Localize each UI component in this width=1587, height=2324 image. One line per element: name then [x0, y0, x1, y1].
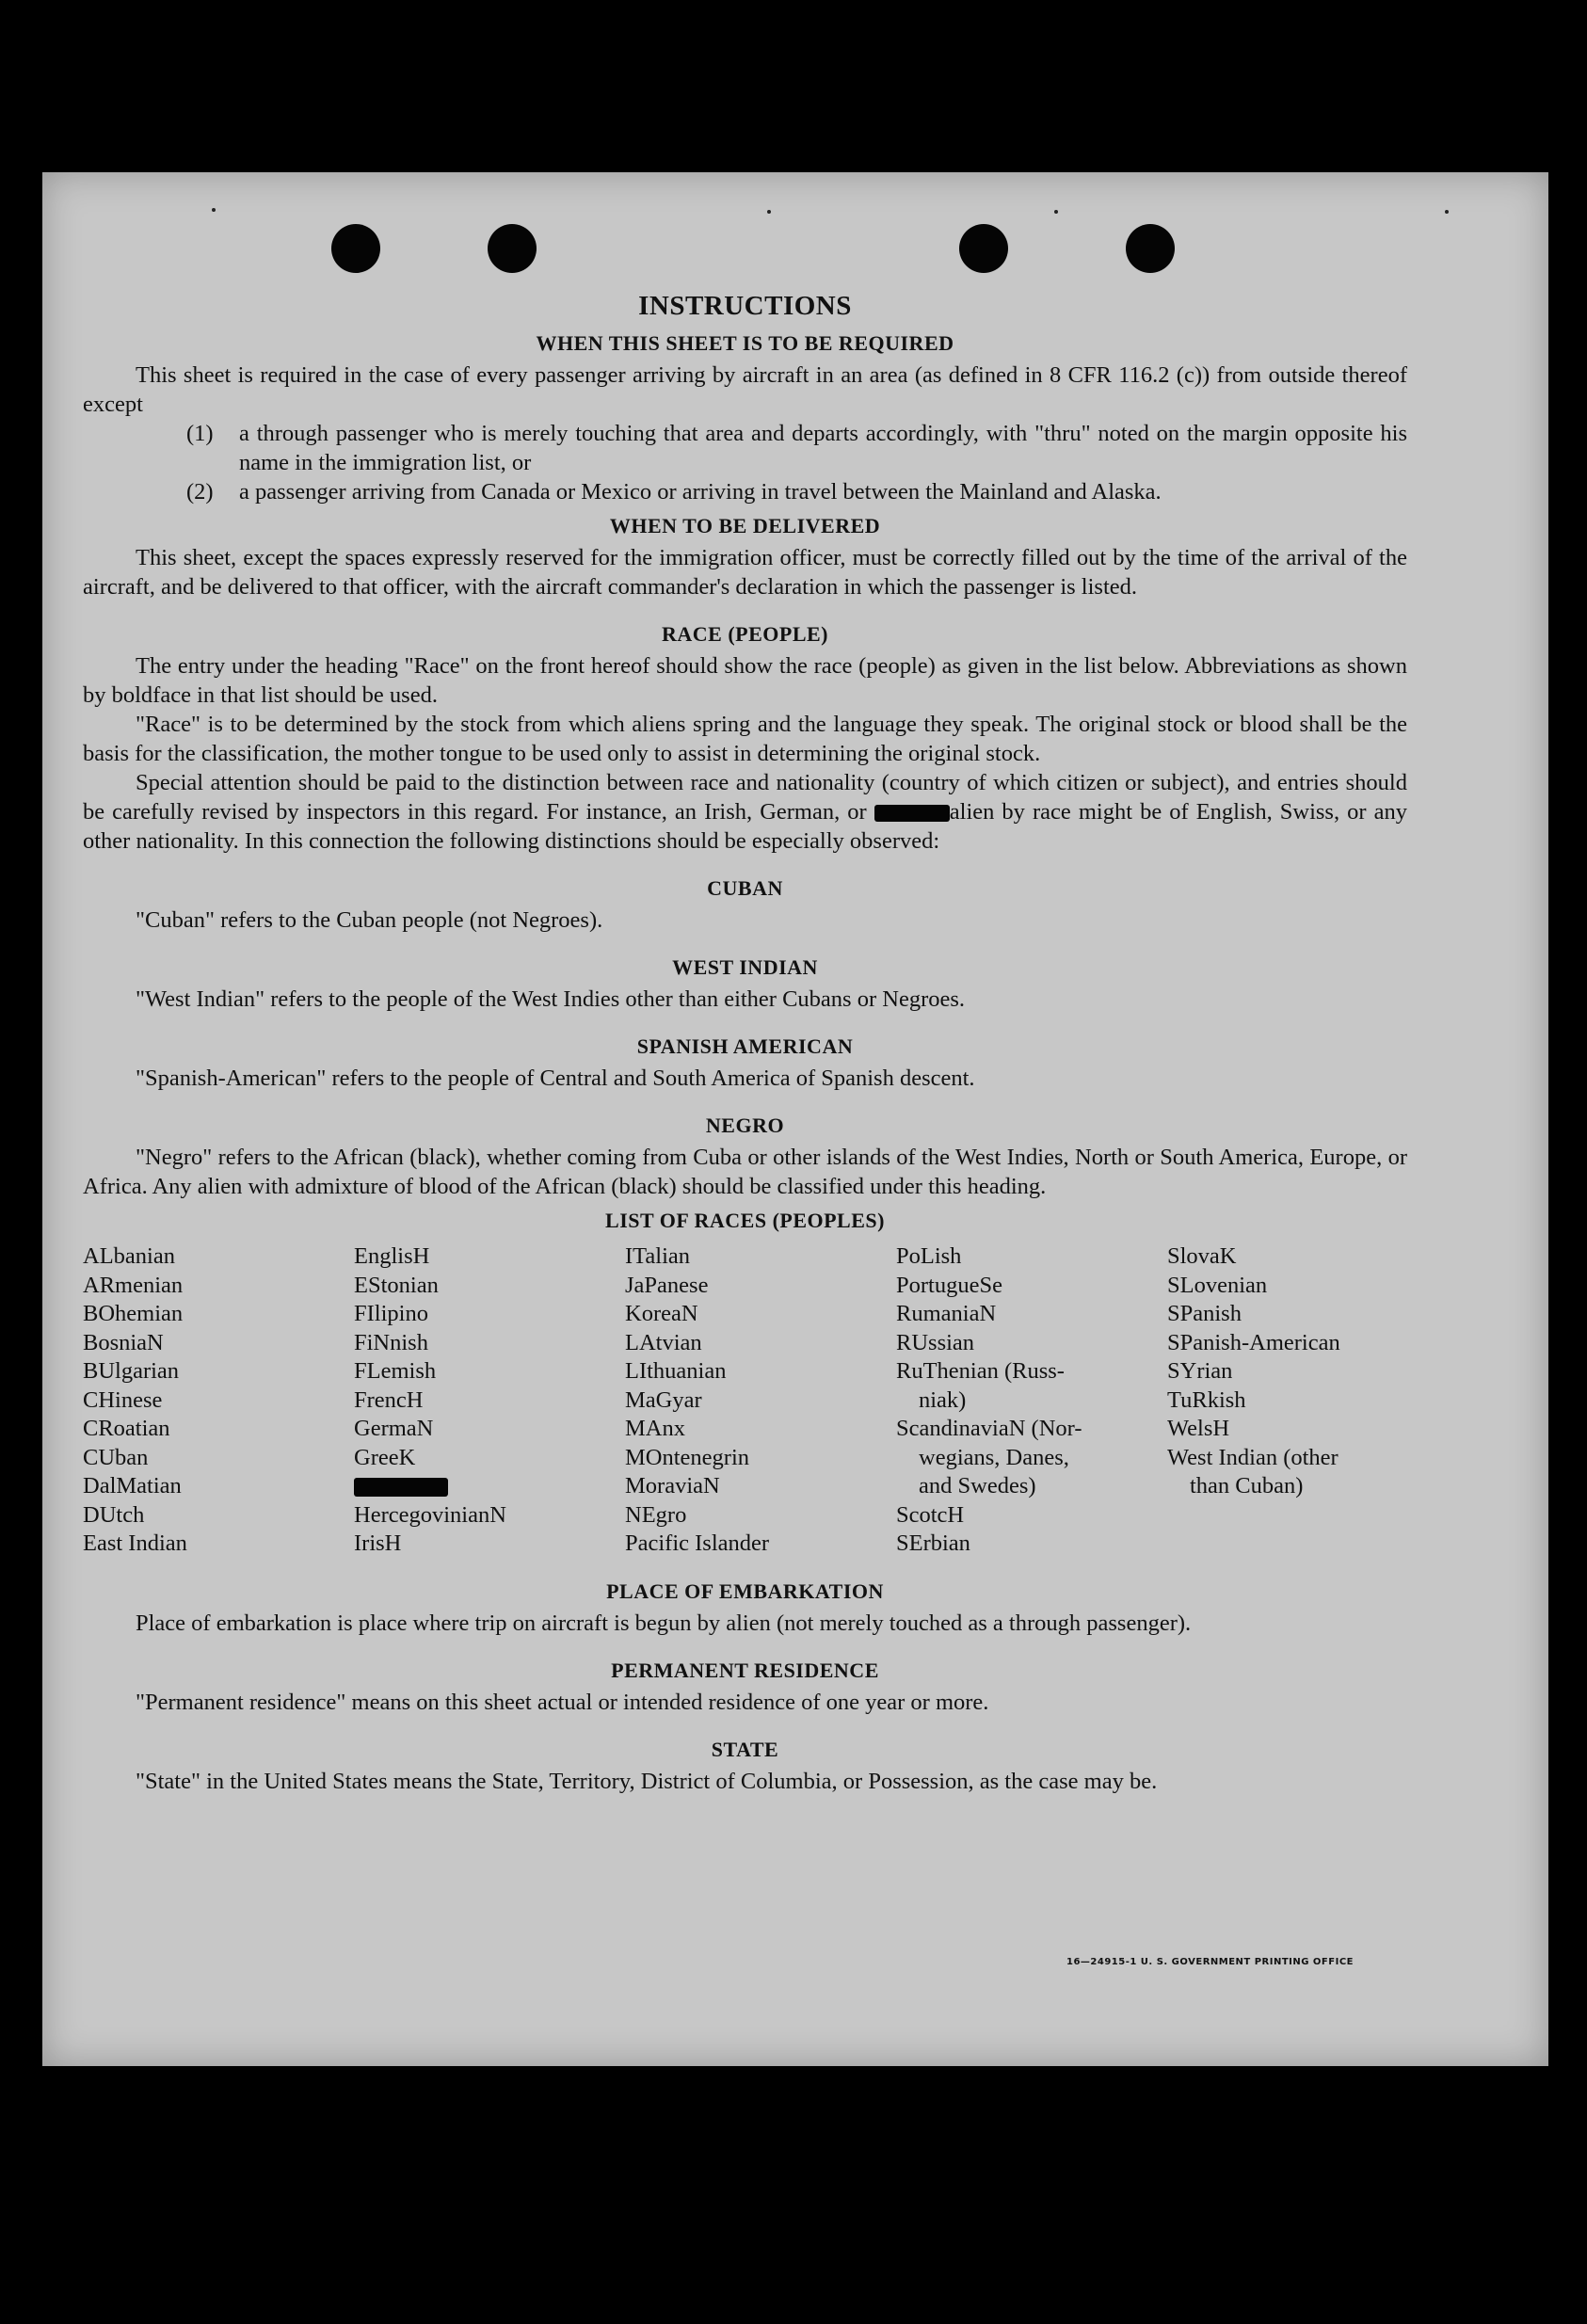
race-entry: GermaN [354, 1416, 434, 1441]
punch-hole [1126, 224, 1175, 273]
paper-speck [1054, 210, 1058, 214]
race-entry: SlovaK [1167, 1243, 1237, 1269]
races-column-3 [625, 1242, 896, 1559]
permanent-residence-text: "Permanent residence" means on this sheet actual or intended residence of one year or more. [136, 1689, 989, 1715]
negro-text: "Negro" refers to the African (black), whether coming from Cuba or other islands of the West Indies, North or South America, Europe, or Africa. Any alien with admixture of blood of the African (black) should be classified under this heading. [83, 1145, 1407, 1199]
race-paragraph-3 [83, 768, 1407, 856]
race-entry: WelsH [1167, 1416, 1230, 1441]
race-entry: ARmenian [83, 1272, 184, 1298]
race-entry: FIlipino [354, 1301, 428, 1326]
race-entry: HercegovinianN [354, 1501, 506, 1528]
race-entry: RUssian [896, 1329, 975, 1355]
redaction-mark [874, 805, 950, 822]
printing-office-footer: 16—24915-1 U. S. GOVERNMENT PRINTING OFFICE [1066, 1957, 1354, 1967]
race-entry: SPanish [1167, 1301, 1242, 1326]
race-entry: JaPanese [625, 1272, 709, 1298]
race-entry: DalMatian [83, 1473, 182, 1499]
race-entry: CRoatian [83, 1416, 170, 1441]
heading-required: WHEN THIS SHEET IS TO BE REQUIRED [536, 331, 954, 355]
race-entry: MaGyar [625, 1386, 702, 1413]
race-entry: SPanish-American [1167, 1329, 1340, 1355]
item-number: (2) [186, 479, 214, 505]
race-paragraph-2: "Race" is to be determined by the stock from which aliens spring and the language they speak. The original stock or blood shall be the basis for the classification, the mother tongue to be used only to assist in determining the original stock. [83, 712, 1407, 766]
race-entry: EStonian [354, 1272, 439, 1298]
paper-speck [212, 208, 216, 212]
item-text: a through passenger who is merely touching that area and departs accordingly, with "thru" noted on the margin opposite his name in the immigration list, or [239, 421, 1407, 475]
race-entry: EnglisH [354, 1243, 430, 1269]
race-entry: PoLish [896, 1243, 962, 1269]
race-entry: RumaniaN [896, 1301, 997, 1326]
heading-permanent-residence: PERMANENT RESIDENCE [611, 1658, 879, 1682]
race-entry: NEgro [625, 1501, 687, 1528]
race-entry-continued: niak) [919, 1386, 967, 1413]
race-entry-redacted [354, 1472, 625, 1501]
required-item-1 [186, 419, 1407, 477]
redaction-mark [354, 1478, 448, 1497]
heading-state: STATE [711, 1737, 779, 1761]
item-number: (1) [186, 421, 214, 446]
race-entry-continued: wegians, Danes, [919, 1444, 1069, 1470]
heading-list-of-races: LIST OF RACES (PEOPLES) [605, 1209, 885, 1232]
race-entry: CHinese [83, 1386, 163, 1413]
embarkation-text: Place of embarkation is place where trip on aircraft is begun by alien (not merely touched as a through passenger). [136, 1610, 1192, 1636]
races-column-5 [1167, 1242, 1407, 1559]
punch-hole [331, 224, 380, 273]
paper-speck [767, 210, 771, 214]
race-entry: BUlgarian [83, 1358, 180, 1384]
races-list [83, 1242, 1407, 1559]
instructions-content [83, 291, 1407, 1796]
race-entry: SYrian [1167, 1358, 1233, 1384]
race-entry: West Indian (other [1167, 1444, 1339, 1470]
paper-speck [1445, 210, 1449, 214]
cuban-text: "Cuban" refers to the Cuban people (not Negroes). [136, 907, 603, 933]
race-paragraph-3-end: alien by race might be of English, Swiss, or any other nationality. In this connection the following distinctions should be especially observed: [83, 799, 1407, 854]
race-entry: MAnx [625, 1416, 685, 1441]
race-entry: ScotcH [896, 1501, 965, 1528]
race-entry: GreeK [354, 1444, 416, 1470]
race-entry: FrencH [354, 1386, 424, 1413]
race-entry: CUban [83, 1444, 149, 1470]
required-intro: This sheet is required in the case of every passenger arriving by aircraft in an area (as defined in 8 CFR 116.2 (c)) from outside thereof except [83, 362, 1407, 417]
race-entry: ITalian [625, 1243, 691, 1269]
required-item-2 [186, 477, 1407, 506]
races-column-2 [354, 1242, 625, 1559]
race-entry-continued: than Cuban) [1190, 1473, 1304, 1499]
race-entry: SLovenian [1167, 1272, 1268, 1298]
race-entry: TuRkish [1167, 1386, 1246, 1413]
heading-delivered: WHEN TO BE DELIVERED [609, 514, 881, 537]
heading-embarkation: PLACE OF EMBARKATION [606, 1579, 884, 1603]
page-title: INSTRUCTIONS [638, 291, 852, 321]
races-column-1 [83, 1242, 354, 1559]
race-entry: BosniaN [83, 1329, 164, 1355]
delivered-text: This sheet, except the spaces expressly reserved for the immigration officer, must be correctly filled out by the time of the arrival of the aircraft, and be delivered to that officer, with the aircraft commander's declaration in which the passenger is listed. [83, 545, 1407, 600]
race-entry: East Indian [83, 1531, 187, 1556]
item-text: a passenger arriving from Canada or Mexico or arriving in travel between the Mainland and Alaska. [239, 479, 1162, 505]
race-entry: Pacific Islander [625, 1531, 770, 1556]
west-indian-text: "West Indian" refers to the people of the West Indies other than either Cubans or Negroes. [136, 986, 966, 1012]
race-paragraph-1: The entry under the heading "Race" on the front hereof should show the race (people) as given in the list below. Abbreviations as shown by boldface in that list should be used. [83, 653, 1407, 708]
punch-hole [959, 224, 1008, 273]
race-entry: ALbanian [83, 1243, 175, 1269]
race-entry: ScandinaviaN (Nor- [896, 1416, 1082, 1441]
race-entry: MoraviaN [625, 1473, 720, 1499]
race-entry: MOntenegrin [625, 1444, 749, 1470]
document-sheet [42, 172, 1548, 2066]
heading-west-indian: WEST INDIAN [672, 955, 818, 979]
heading-cuban: CUBAN [707, 876, 783, 900]
race-entry: DUtch [83, 1501, 145, 1528]
race-entry: FiNnish [354, 1329, 428, 1355]
race-entry: SErbian [896, 1531, 970, 1556]
state-text: "State" in the United States means the State, Territory, District of Columbia, or Possession, as the case may be. [136, 1768, 1158, 1794]
race-paragraph-3-start: Special attention should be paid to the distinction between race and nationality (country of which citizen or subject), and entries should be carefully revised by inspectors in this regard. For instance, an Irish, German, or [83, 770, 1407, 825]
race-entry: PortugueSe [896, 1272, 1002, 1298]
race-entry: RuThenian (Russ- [896, 1358, 1065, 1384]
race-entry: IrisH [354, 1531, 402, 1556]
race-entry: LIthuanian [625, 1358, 727, 1384]
race-entry: BOhemian [83, 1301, 184, 1326]
race-entry-continued: and Swedes) [919, 1473, 1036, 1499]
punch-hole [488, 224, 537, 273]
heading-spanish-american: SPANISH AMERICAN [636, 1034, 854, 1058]
race-entry: LAtvian [625, 1329, 702, 1355]
race-entry: FLemish [354, 1358, 437, 1384]
heading-negro: NEGRO [705, 1114, 785, 1137]
heading-race: RACE (PEOPLE) [662, 622, 828, 646]
spanish-american-text: "Spanish-American" refers to the people of Central and South America of Spanish descent. [136, 1066, 975, 1091]
races-column-4 [896, 1242, 1167, 1559]
race-entry: KoreaN [625, 1301, 698, 1326]
